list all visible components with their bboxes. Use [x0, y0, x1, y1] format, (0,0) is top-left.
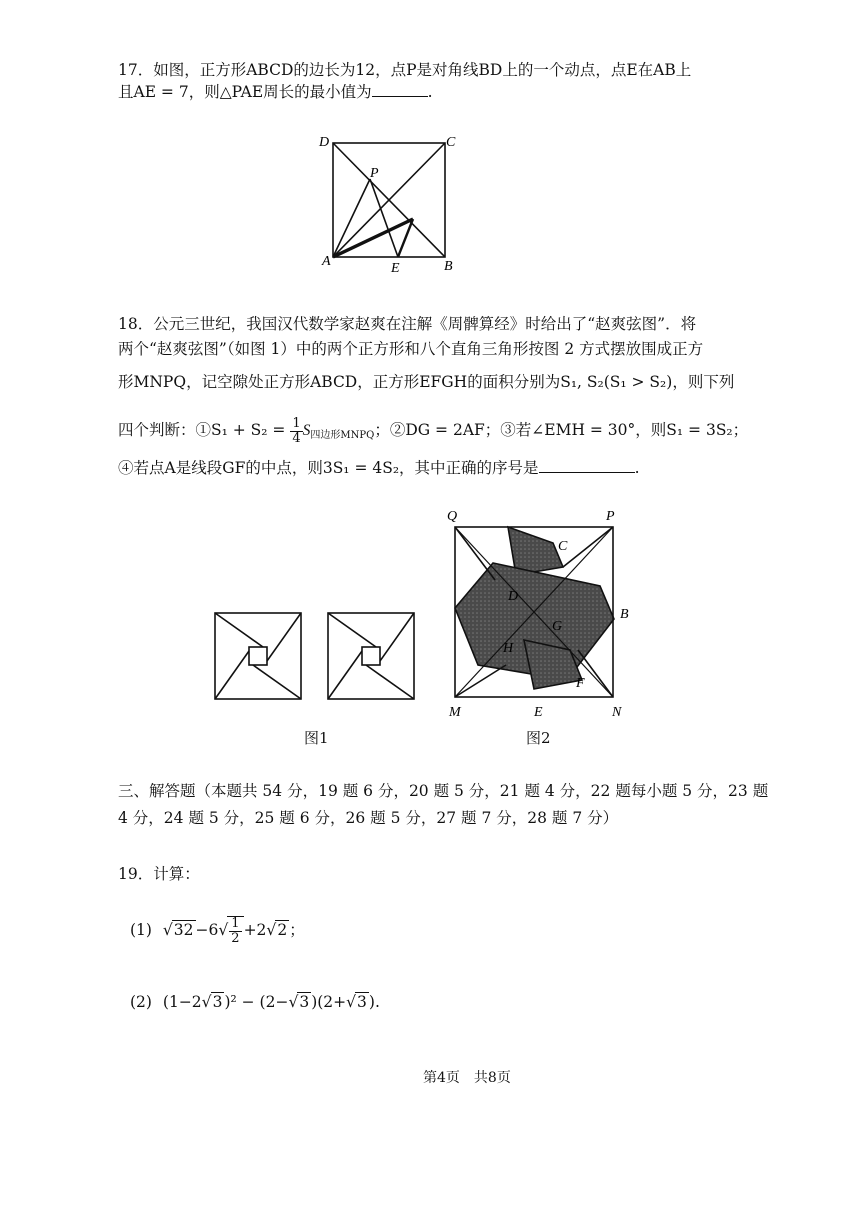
label-b: B: [444, 259, 453, 274]
page-footer: 第4页 共8页: [423, 1070, 511, 1086]
label-e: E: [391, 261, 400, 276]
q18-line3: 形MNPQ，记空隙处正方形ABCD，正方形EFGH的面积分别为S₁, S₂(S₁ > S₂)，则下列: [118, 373, 735, 391]
section3-line2: 4 分，24 题 5 分，25 题 6 分，26 题 5 分，27 题 7 分，28 题 7 分）: [118, 809, 619, 827]
p2-e: )(2+: [311, 993, 347, 1011]
seg-q-left: [455, 527, 495, 580]
label-p2: P: [606, 509, 615, 524]
q19-part2: [130, 992, 380, 1011]
label-b2: B: [620, 607, 629, 622]
seg-p-c: [563, 527, 613, 567]
q18-line5-end: .: [634, 459, 640, 477]
q19-part2-expr: (1−2√3 )² − (2−√3 )(2+√3 ).: [162, 993, 380, 1011]
label-d2: D: [508, 589, 519, 604]
q19-part1: [130, 916, 305, 945]
p2-a: (1−2: [162, 993, 202, 1011]
frac-num: 1: [292, 416, 301, 431]
q19-plus-2: +2: [243, 921, 267, 940]
label-n: N: [612, 705, 622, 720]
p2-d: 3: [299, 993, 310, 1011]
label-q: Q: [447, 509, 458, 524]
sqrt-32: 32: [173, 921, 194, 940]
p2-g: ).: [368, 993, 380, 1011]
label-p: P: [370, 166, 379, 181]
q19-part1-label: (1): [130, 921, 152, 940]
label-c2: C: [558, 539, 568, 554]
p1-frac-den: 2: [231, 930, 240, 946]
q19-title: 19．计算：: [118, 865, 200, 883]
label-c: C: [446, 135, 456, 150]
q19-part1-end: ；: [289, 921, 305, 940]
fig2-caption: 图2: [526, 729, 551, 747]
label-h: H: [503, 641, 514, 656]
section3-line1: 三、解答题（本题共 54 分，19 题 6 分，20 题 5 分，21 题 4 分，22 题每小题 5 分，23 题: [118, 782, 769, 800]
sqrt-2: 2: [277, 921, 288, 940]
label-f: F: [576, 676, 585, 691]
label-e2: E: [534, 705, 543, 720]
q18-line4-b: ；②DG = 2AF；③若∠EMH = 30°，则S₁ = 3S₂；: [374, 421, 749, 440]
fig1-caption: 图1: [304, 729, 329, 747]
p2-b: 3: [212, 993, 223, 1011]
p2-f: 3: [357, 993, 367, 1011]
label-m: M: [449, 705, 461, 720]
frac-den: 4: [292, 430, 301, 446]
label-a: A: [322, 254, 331, 269]
q18-line5-text: ④若点A是线段GF的中点，则3S₁ = 4S₂，其中正确的序号是: [118, 459, 539, 477]
p1-frac-num: 1: [231, 916, 240, 931]
q18-s-sub: 四边形MNPQ: [310, 430, 375, 442]
q17-line2-end: .: [427, 83, 433, 101]
q18-line4-a: 四个判断：①S₁ + S₂ =: [118, 421, 286, 440]
label-d: D: [319, 135, 330, 150]
q18-s: S: [302, 422, 311, 440]
q18-line1: 18．公元三世纪，我国汉代数学家赵爽在注解《周髀算经》时给出了“赵爽弦图”．将: [118, 315, 697, 333]
q19-part2-label: (2): [130, 993, 152, 1011]
q17-line1: 17．如图，正方形ABCD的边长为12，点P是对角线BD上的一个动点，点E在AB上: [118, 61, 692, 79]
q19-part1-expr: √32 −6√ $\frac{1}{2}$ +2√2 ；: [162, 916, 305, 946]
q19-minus-6: −6: [195, 921, 219, 940]
q18-line2: 两个“赵爽弦图”（如图 1）中的两个正方形和八个直角三角形按图 2 方式摆放围成正方: [118, 340, 704, 358]
p2-c: )² − (2−: [224, 993, 289, 1011]
q17-line2-text: 且AE = 7，则△PAE周长的最小值为: [118, 83, 372, 101]
label-g: G: [552, 619, 563, 634]
